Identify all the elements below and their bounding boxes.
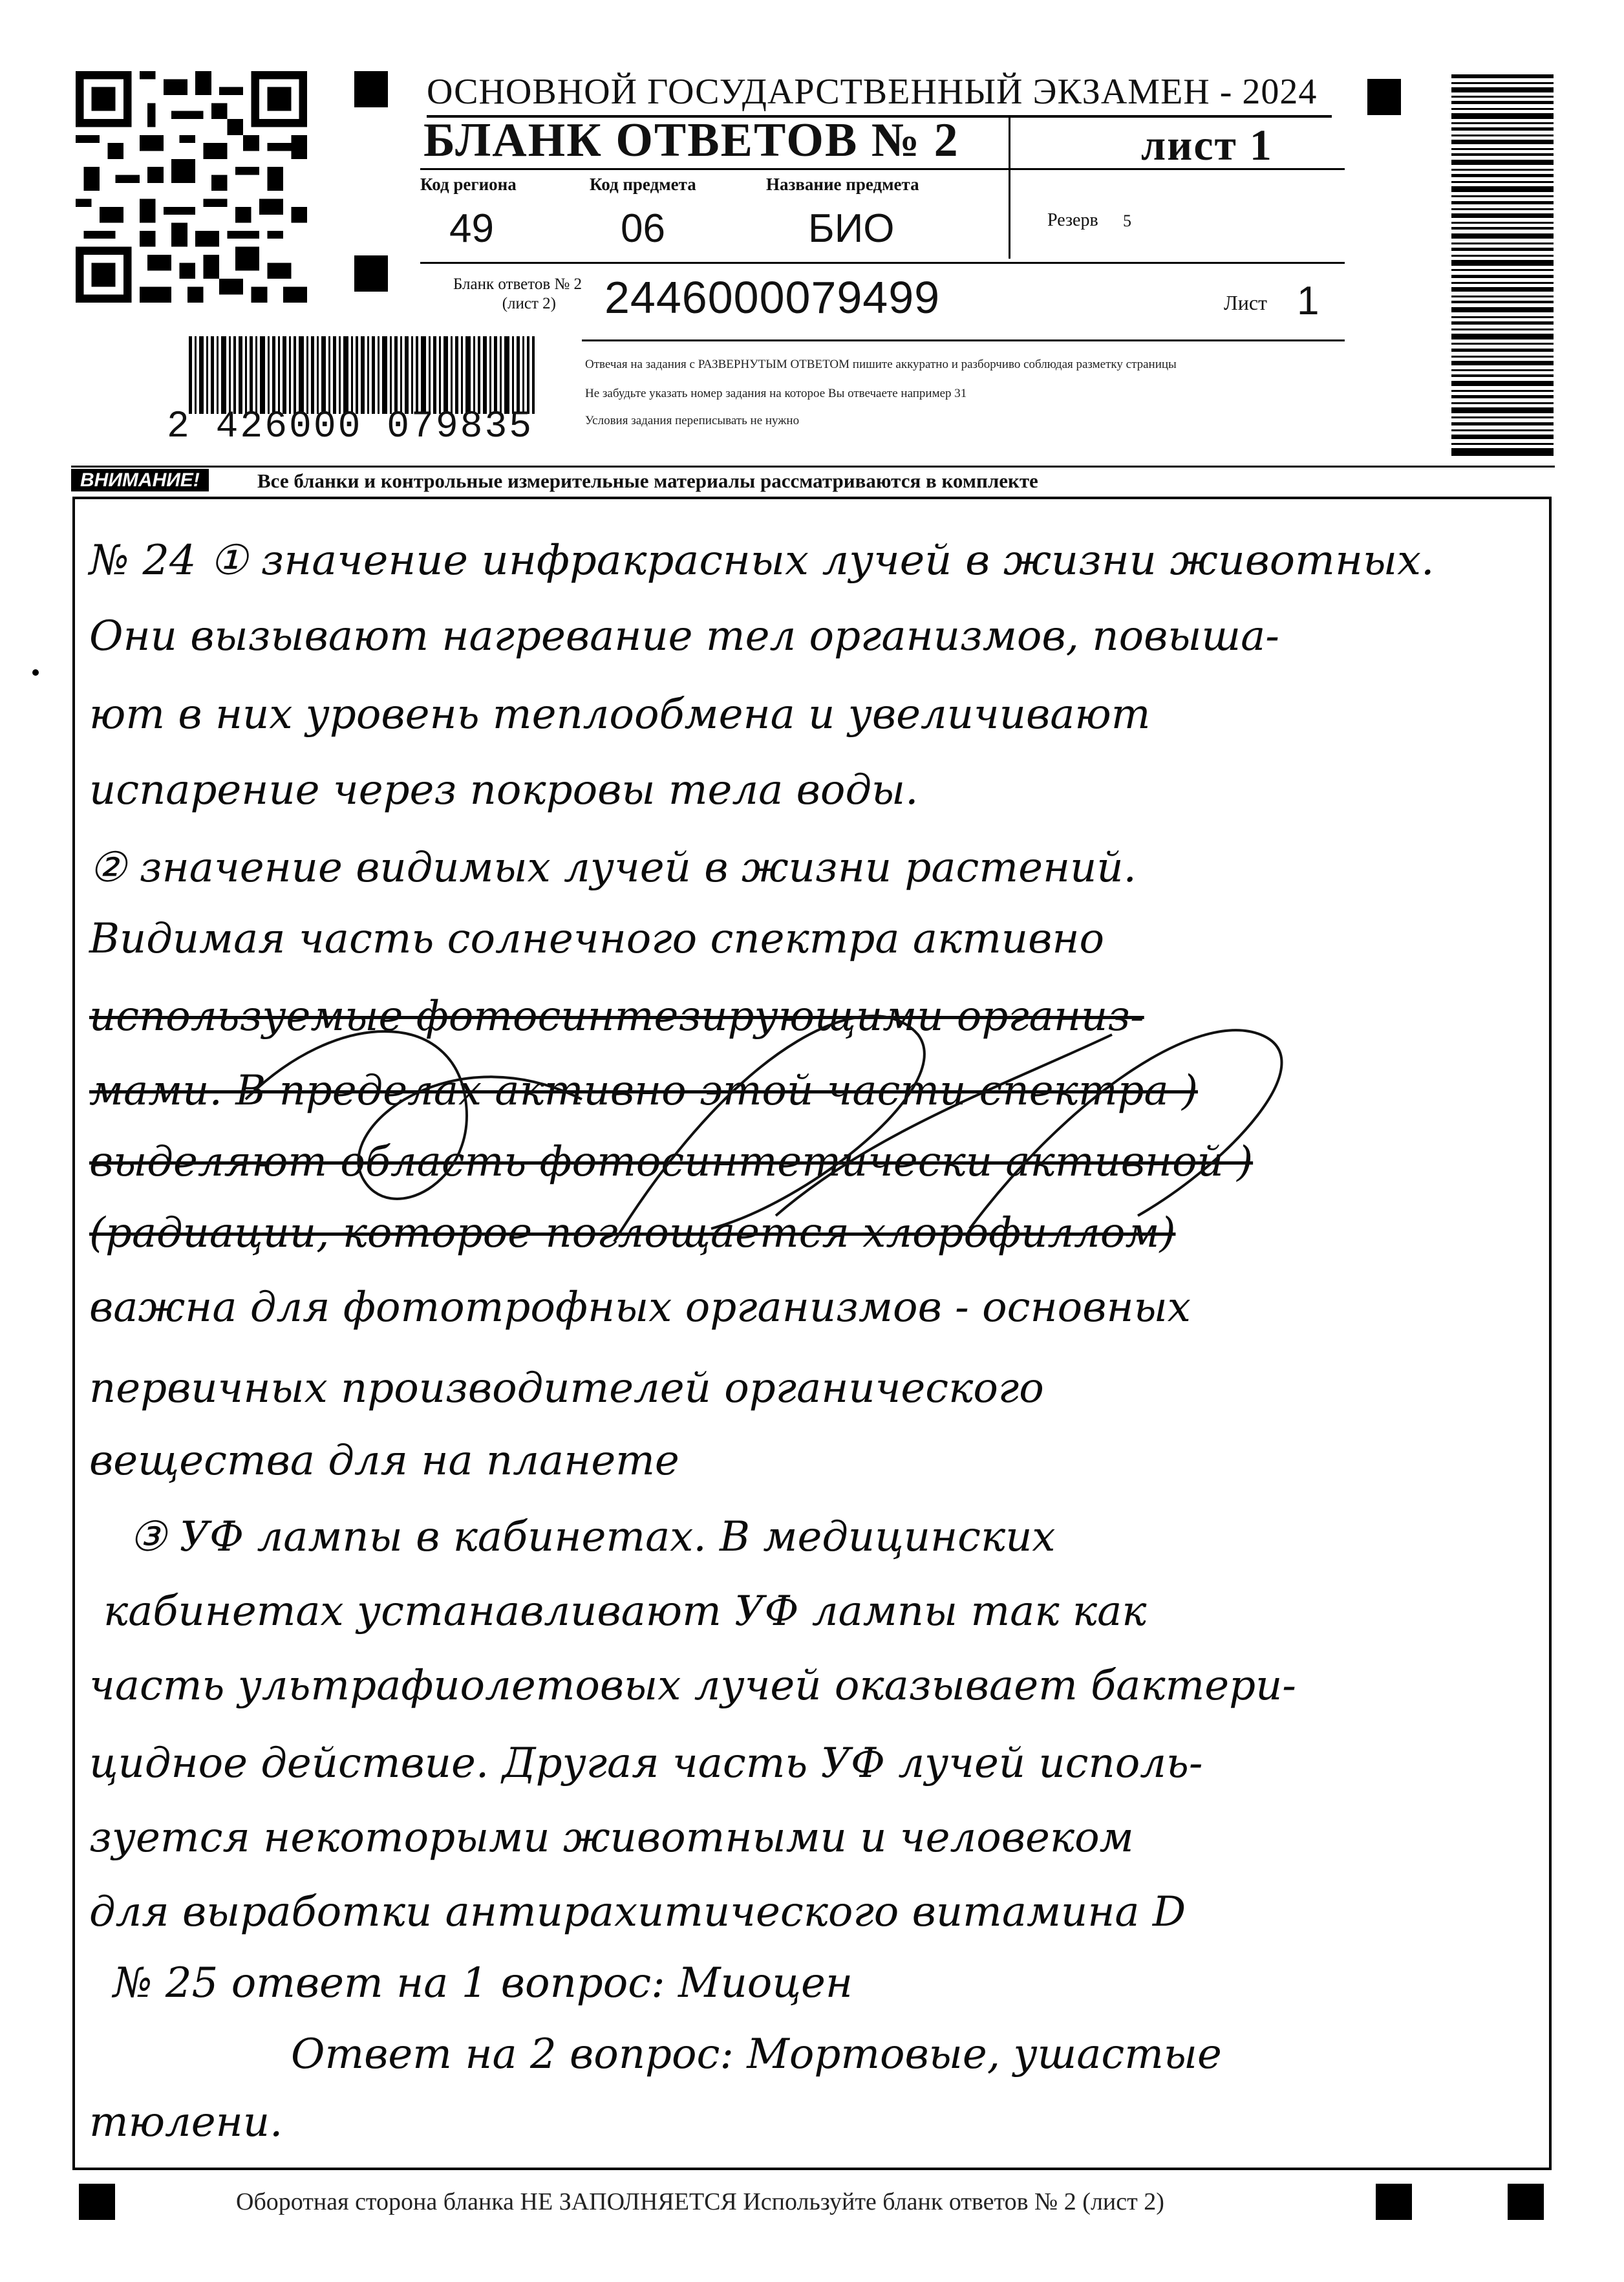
list-number: 1 [1297, 279, 1320, 323]
exam-title: ОСНОВНОЙ ГОСУДАРСТВЕННЫЙ ЭКЗАМЕН - 2024 [427, 71, 1332, 118]
instruction-line-2: Не забудьте указать номер задания на которое Вы отвечаете например 31 [585, 387, 967, 400]
instruction-line-1: Отвечая на задания с РАЗВЕРНУТЫМ ОТВЕТОМ пишите аккуратно и разборчиво соблюдая разметку страницы [585, 358, 1177, 371]
answer-sheet-label-line2: (лист 2) [502, 295, 556, 312]
reserve-label: Резерв [1047, 210, 1098, 230]
handwritten-line: для выработки антирахитического витамина D [89, 1888, 1186, 1936]
handwritten-line: зуется некоторыми животными и человеком [89, 1814, 1134, 1862]
handwritten-line: первичных производителей органического [89, 1364, 1044, 1412]
header-divider [1009, 116, 1010, 259]
attention-text: Все бланки и контрольные измерительные материалы рассматриваются в комплекте [257, 469, 1038, 492]
region-code-value: 49 [449, 206, 494, 251]
handwritten-line: вещества для на планете [89, 1437, 679, 1485]
handwritten-line-struck: мами. В пределах активно этой части спектра ) [89, 1067, 1198, 1115]
handwritten-line: ② значение видимых лучей в жизни растений. [89, 844, 1137, 892]
answer-sheet-number: 2446000079499 [604, 272, 941, 323]
handwritten-line: часть ультрафиолетовых лучей оказывает бактери- [89, 1662, 1296, 1710]
handwritten-line: № 25 ответ на 1 вопрос: Миоцен [113, 1959, 853, 2007]
instructions-rule [582, 339, 1345, 341]
reserve-value: 5 [1123, 211, 1131, 230]
notice-rule [71, 466, 1555, 468]
form-title: БЛАНК ОТВЕТОВ № 2 [423, 114, 959, 167]
registration-mark-bottom-right-1 [1376, 2184, 1412, 2220]
registration-mark-top-left [354, 71, 388, 107]
vertical-barcode-icon [1451, 74, 1554, 456]
handwritten-line: кабинетах устанавливают УФ лампы так как [103, 1588, 1147, 1635]
subject-code-value: 06 [621, 206, 665, 251]
handwritten-line: ют в них уровень теплообмена и увеличивают [89, 691, 1151, 738]
header-rule-2 [420, 262, 1345, 264]
instruction-line-3: Условия задания переписывать не нужно [585, 414, 800, 427]
handwritten-line: испарение через покровы тела воды. [89, 766, 919, 814]
handwritten-line: ③ УФ лампы в кабинетах. В медицинских [129, 1513, 1056, 1561]
subject-name-value: БИО [808, 206, 895, 251]
registration-mark-bottom-left [79, 2184, 115, 2220]
registration-mark-bottom-right-2 [1508, 2184, 1544, 2220]
handwritten-line: Ответ на 2 вопрос: Мортовые, ушастые [291, 2030, 1222, 2078]
footer-note: Оборотная сторона бланка НЕ ЗАПОЛНЯЕТСЯ Используйте бланк ответов № 2 (лист 2) [236, 2188, 1164, 2215]
subject-name-label: Название предмета [766, 175, 919, 194]
subject-code-label: Код предмета [590, 175, 696, 194]
qr-code-icon [76, 71, 307, 303]
attention-badge: ВНИМАНИЕ! [71, 469, 209, 491]
handwritten-line-struck: выделяют область фотосинтетически активной ) [89, 1138, 1254, 1186]
handwritten-line: Они вызывают нагревание тел организмов, повыша- [89, 612, 1279, 660]
handwritten-line: тюлени. [89, 2098, 283, 2146]
handwritten-line: № 24 ① значение инфракрасных лучей в жизни животных. [89, 537, 1435, 585]
handwritten-line: цидное действие. Другая часть УФ лучей исполь- [89, 1739, 1203, 1787]
handwritten-line-struck: (радиации, которое поглощается хлорофиллом) [89, 1209, 1176, 1257]
horizontal-barcode-icon [189, 336, 535, 414]
handwritten-line-struck: используемые фотосинтезирующими организ- [89, 993, 1144, 1040]
registration-mark-mid-left [354, 255, 388, 292]
barcode-digits: 2 426000 079835 [167, 406, 534, 448]
list-label: Лист [1224, 291, 1268, 314]
answer-sheet-label [411, 275, 582, 314]
registration-mark-top-right [1367, 79, 1401, 115]
sheet-label: лист 1 [1141, 120, 1273, 169]
answer-sheet-label-line1: Бланк ответов № 2 [453, 275, 582, 293]
handwritten-line: Видимая часть солнечного спектра активно [89, 915, 1105, 963]
handwritten-line: важна для фототрофных организмов - основных [89, 1284, 1191, 1331]
region-code-label: Код региона [420, 175, 517, 194]
